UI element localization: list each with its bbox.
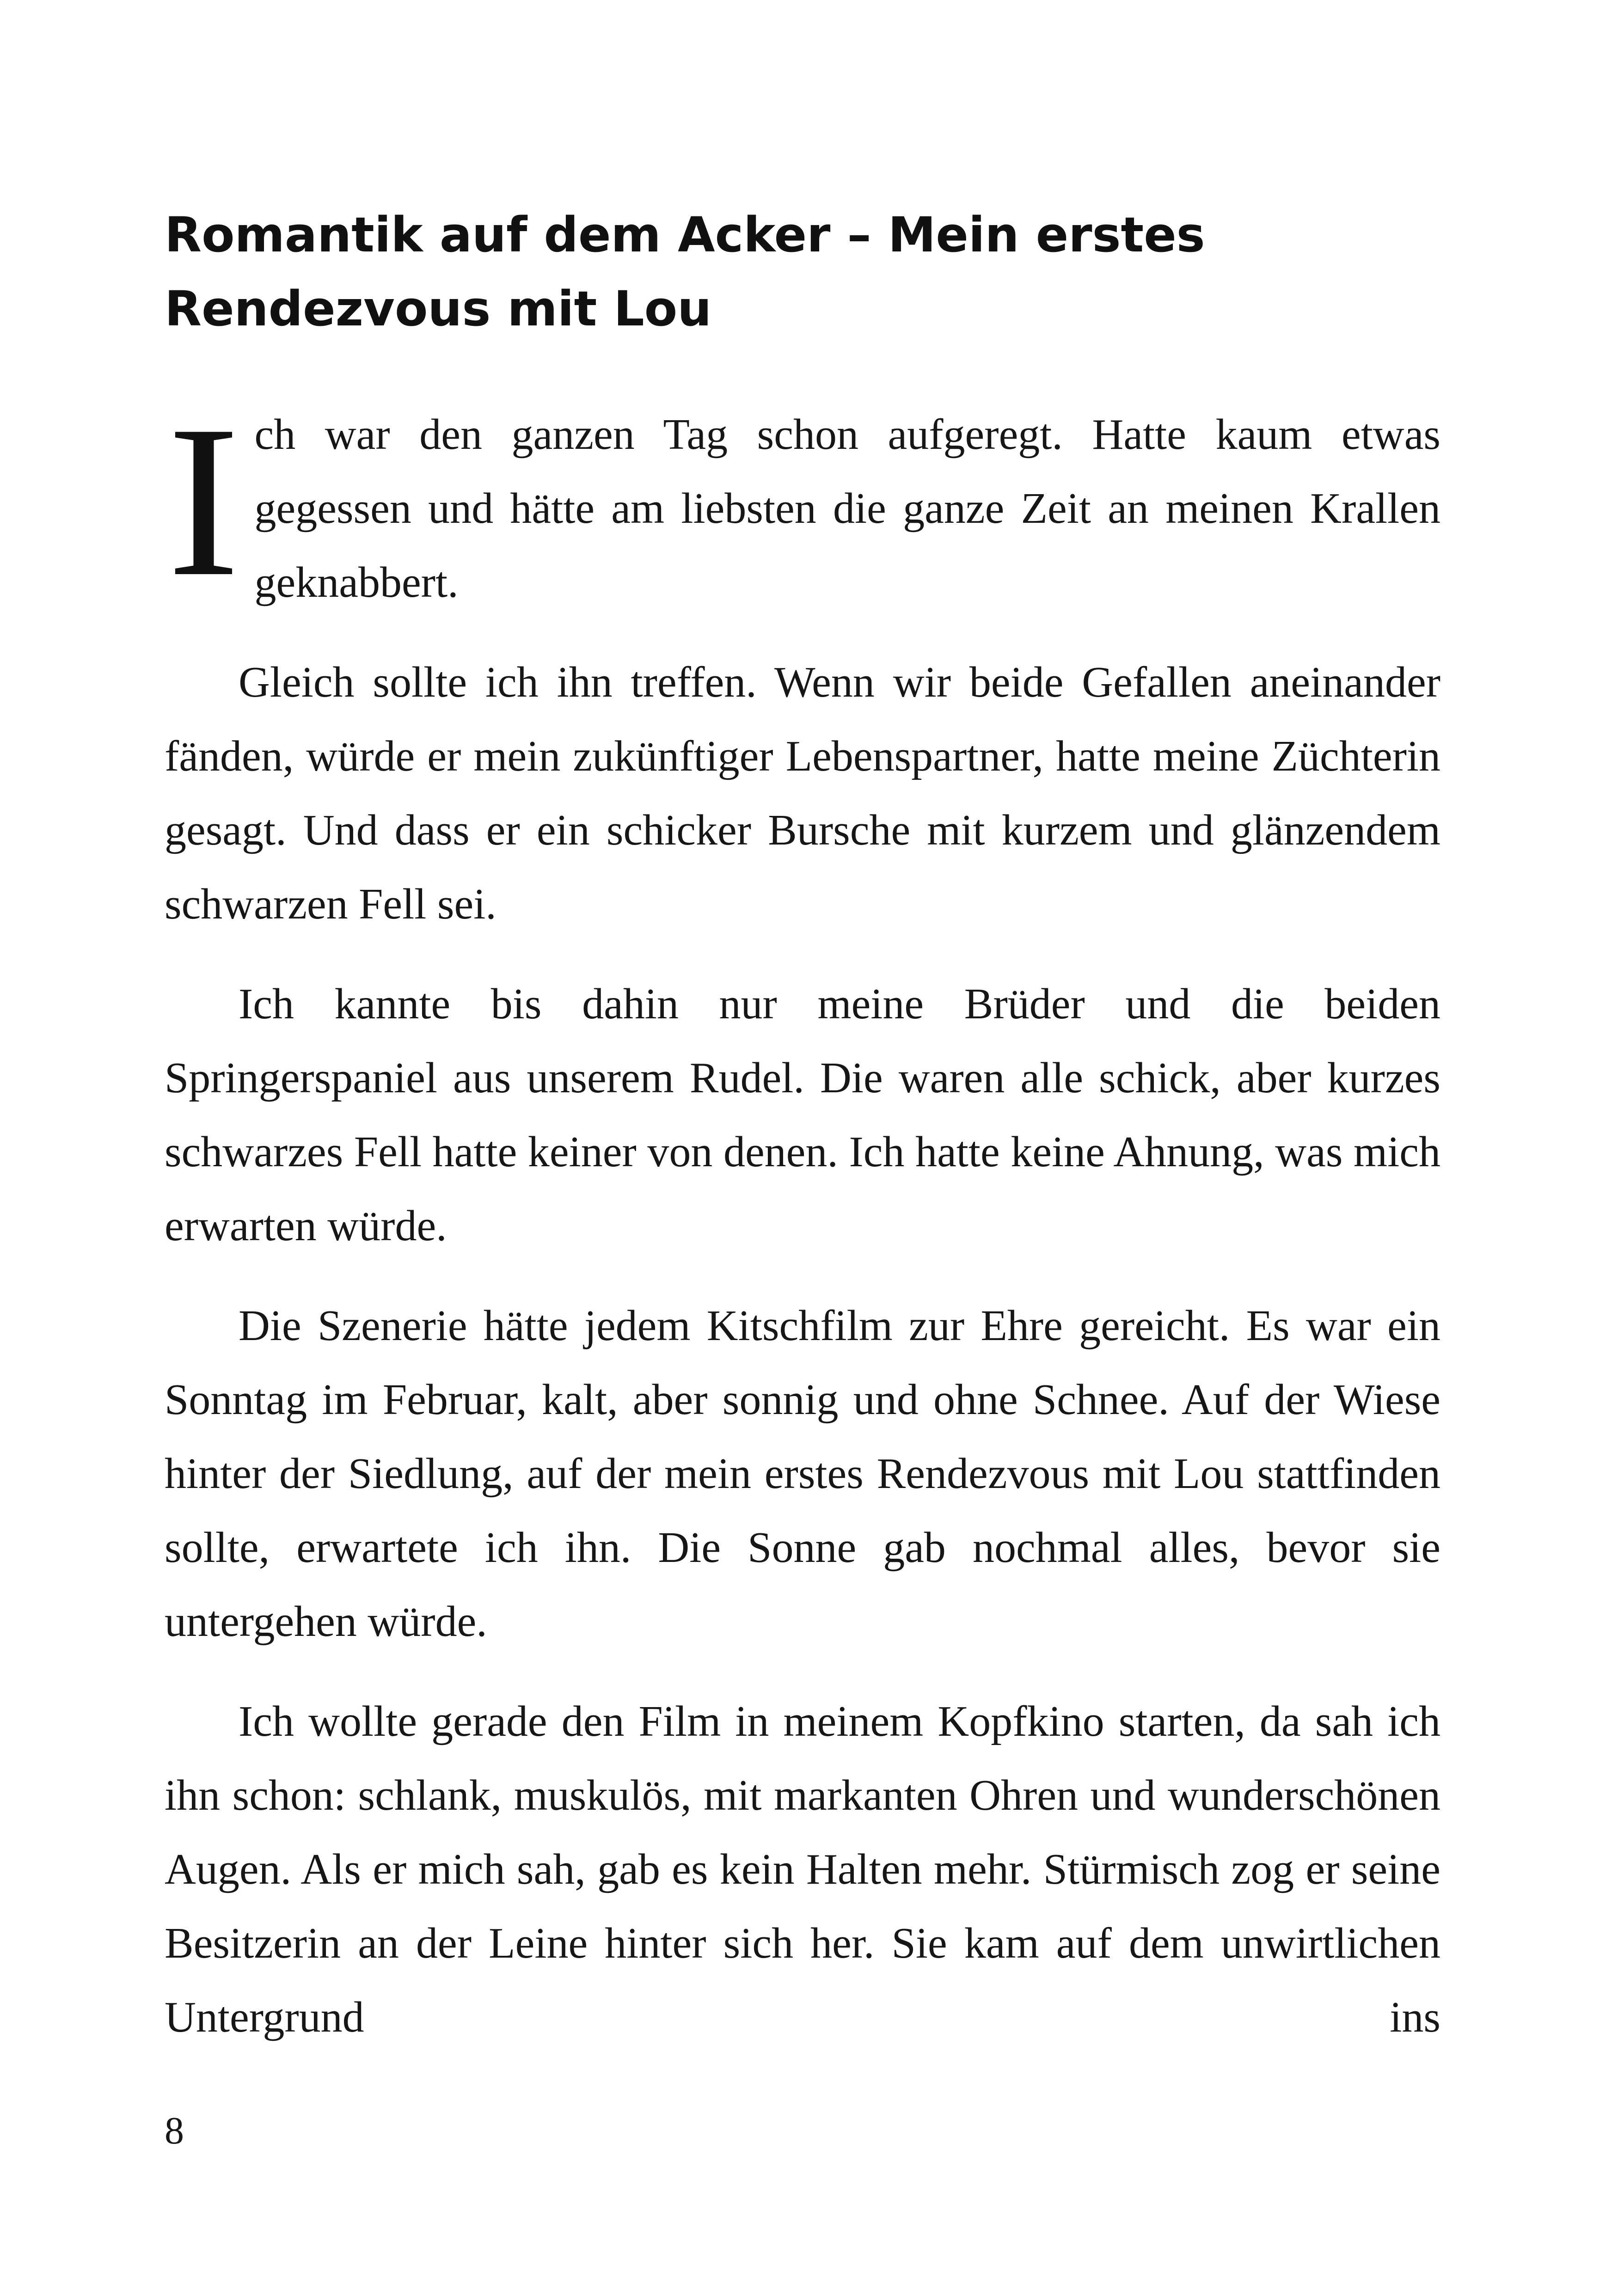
chapter-title: Romantik auf dem Acker – Mein erstes Rendezvous mit Lou	[165, 207, 1205, 337]
paragraph-2: Gleich sollte ich ihn treffen. Wenn wir beide Gefallen aneinander fänden, würde er mein zukünftiger Lebenspartner, hatte meine Züchterin gesagt. Und dass er ein schicker Bursche mit kurzem und glänzendem schwarzen Fell sei.	[165, 658, 1440, 928]
paragraph-1	[165, 380, 1440, 621]
paragraph-5: Ich wollte gerade den Film in meinem Kopfkino starten, da sah ich ihn schon: schlank, muskulös, mit markanten Ohren und wunderschönen Augen. Als er mich sah, gab es kein Halten mehr. Stürmisch zog er seine Besitzerin an der Leine hinter sich her. Sie kam auf dem unwirtlichen Untergrund ins	[165, 1697, 1440, 2041]
page-number: 8	[165, 2109, 184, 2152]
paragraph-1-text: ch war den ganzen Tag schon aufgeregt. Hatte kaum etwas gegessen und hätte am liebsten die ganze Zeit an meinen Krallen geknabbert.	[254, 410, 1440, 606]
paragraph-4: Die Szenerie hätte jedem Kitschfilm zur Ehre gereicht. Es war ein Sonntag im Februar, kalt, aber sonnig und ohne Schnee. Auf der Wiese hinter der Siedlung, auf der mein erstes Rendezvous mit Lou stattfinden sollte, erwartete ich ihn. Die Sonne gab nochmal alles, bevor sie untergehen würde.	[165, 1302, 1440, 1646]
drop-cap: I	[167, 380, 240, 621]
paragraph-3: Ich kannte bis dahin nur meine Brüder und die beiden Springerspaniel aus unserem Rudel. Die waren alle schick, aber kurzes schwarzes Fell hatte keiner von denen. Ich hatte keine Ahnung, was mich erwarten würde.	[165, 980, 1440, 1250]
chapter-body	[165, 380, 1440, 2080]
